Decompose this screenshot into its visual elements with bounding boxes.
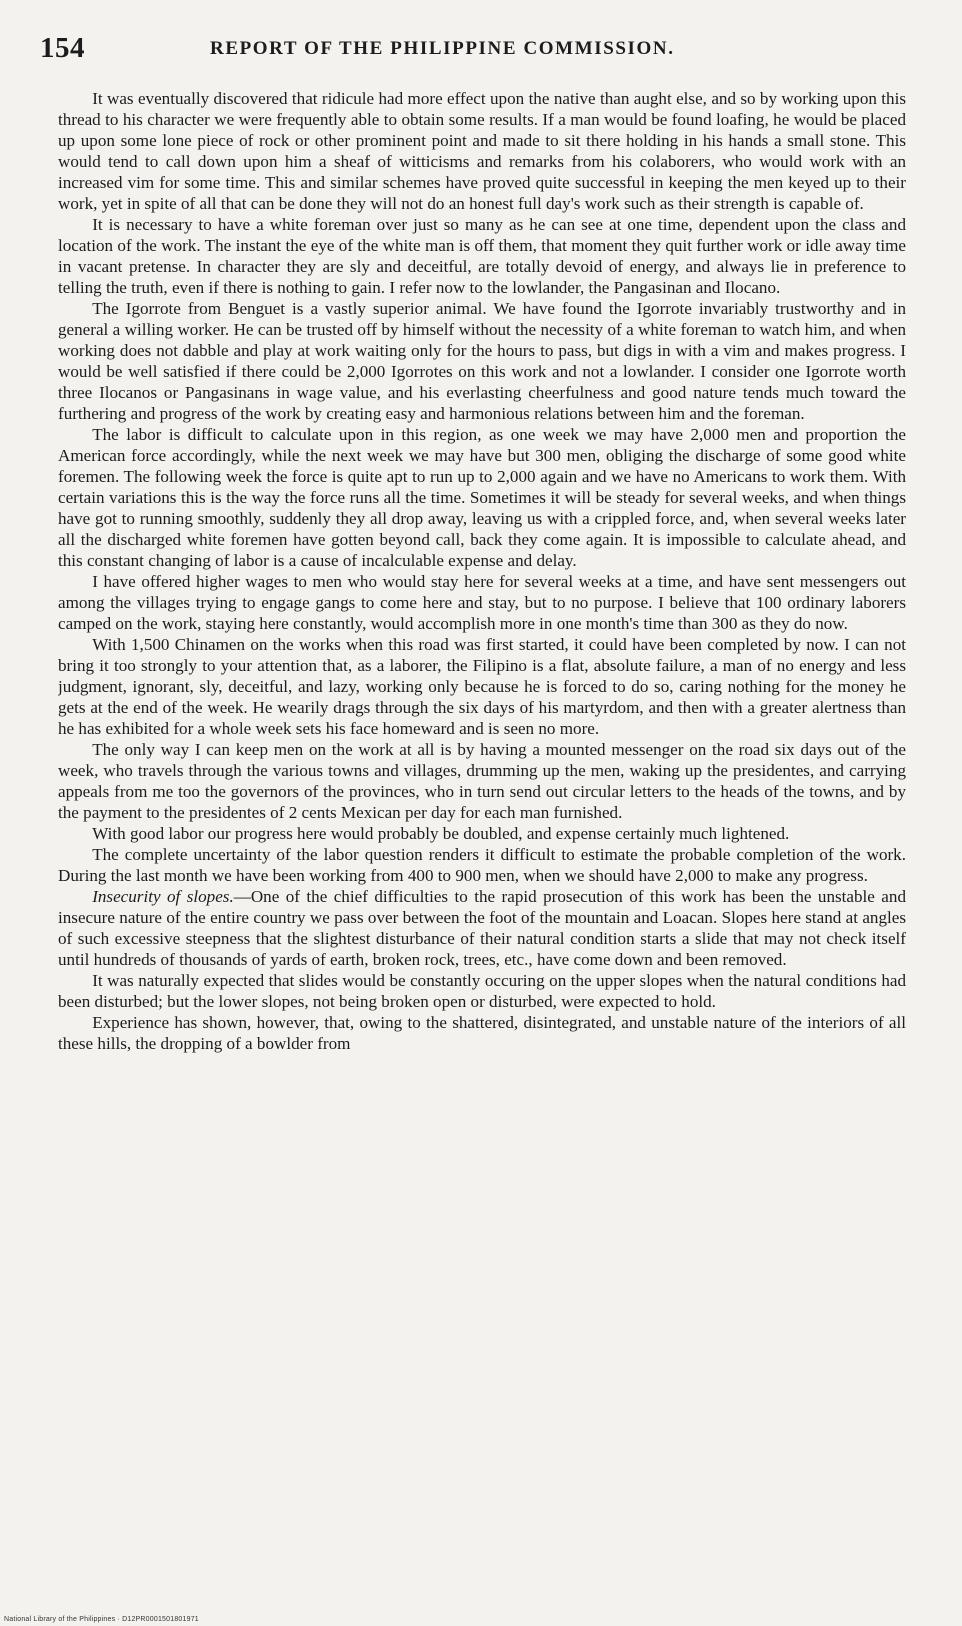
scan-credit: National Library of the Philippines · D12PR0001501801971 [4, 1616, 199, 1623]
paragraph-insecurity-of-slopes: Insecurity of slopes.—One of the chief difficulties to the rapid prosecution of this work has been the unstable and insecure nature of the entire country we pass over between the foot of the mountain and Loacan. Slopes here stand at angles of such excessive steepness that the slightest disturbance of their natural condition starts a slide that may not check itself until hundreds of thousands of yards of earth, broken rock, trees, etc., have come down and been removed. [58, 887, 906, 969]
paragraph-uncertainty: The complete uncertainty of the labor question renders it difficult to estimate the probable completion of the work. During the last month we have been working from 400 to 900 men, when we should have 2,000 to make any progress. [58, 845, 906, 885]
paragraph-labor-difficulty: The labor is difficult to calculate upon in this region, as one week we may have 2,000 men and proportion the American force accordingly, while the next week we may have but 300 men, obliging the discharge of some good white foremen. The following week the force is quite apt to run up to 2,000 again and we have no Americans to work them. With certain variations this is the way the force runs all the time. Sometimes it will be steady for several weeks, and when things have got to running smoothly, suddenly they all drop away, leaving us with a crippled force, and, when several weeks later all the discharged white foremen have gotten beyond call, back they come again. It is impossible to calculate ahead, and this constant changing of labor is a cause of incalculable expense and delay. [58, 425, 906, 570]
paragraph-experience: Experience has shown, however, that, owing to the shattered, disintegrated, and unstable nature of the interiors of all these hills, the dropping of a bowlder from [58, 1013, 906, 1053]
running-head: REPORT OF THE PHILIPPINE COMMISSION. [210, 38, 675, 59]
section-subhead: Insecurity of slopes. [92, 887, 234, 906]
paragraph-igorrote: The Igorrote from Benguet is a vastly superior animal. We have found the Igorrote invariably trustworthy and in general a willing worker. He can be trusted off by himself without the necessity of a white foreman to watch him, and when working does not dabble and play at work waiting only for the hours to pass, but digs in with a vim and makes progress. I would be well satisfied if there could be 2,000 Igorrotes on this work and not a lowlander. I consider one Igorrote worth three Ilocanos or Pangasinans in wage value, and his everlasting cheerfulness and good nature tends much toward the furthering and progress of the work by creating easy and harmonious relations between him and the foreman. [58, 299, 906, 423]
page-header [40, 32, 910, 68]
paragraph-good-labor: With good labor our progress here would probably be doubled, and expense certainly much lightened. [92, 824, 790, 843]
page-number: 154 [40, 32, 85, 64]
paragraph-mounted-messenger: The only way I can keep men on the work at all is by having a mounted messenger on the road six days out of the week, who travels through the various towns and villages, drumming up the men, waking up the presidentes, and carrying appeals from me too the governors of the provinces, who in turn send out circular letters to the heads of the towns, and by the payment to the presidentes of 2 cents Mexican per day for each man furnished. [58, 740, 906, 822]
paragraph-ridicule: It was eventually discovered that ridicule had more effect upon the native than aught else, and so by working upon this thread to his character we were frequently able to obtain some results. If a man would be found loafing, he would be placed up upon some lone piece of rock or other prominent point and made to sit there holding in his hands a small stone. This would tend to call down upon him a sheaf of witticisms and remarks from his colaborers, who would work with an increased vim for some time. This and similar schemes have proved quite successful in keeping the men keyed up to their work, yet in spite of all that can be done they will not do an honest full day's work such as their strength is capable of. [58, 89, 906, 213]
paragraph-higher-wages: I have offered higher wages to men who would stay here for several weeks at a time, and have sent messengers out among the villages trying to engage gangs to come here and stay, but to no purpose. I believe that 100 ordinary laborers camped on the work, staying here constantly, would accomplish more in one month's time than 300 as they do now. [58, 572, 906, 633]
paragraph-white-foreman: It is necessary to have a white foreman over just so many as he can see at one time, dependent upon the class and location of the work. The instant the eye of the white man is off them, that moment they quit further work or idle away time in vacant pretense. In character they are sly and deceitful, are totally devoid of energy, and always lie in preference to telling the truth, even if there is nothing to gain. I refer now to the lowlander, the Pangasinan and Ilocano. [58, 215, 906, 297]
paragraph-chinamen: With 1,500 Chinamen on the works when this road was first started, it could have been completed by now. I can not bring it too strongly to your attention that, as a laborer, the Filipino is a flat, absolute failure, a man of no energy and less judgment, ignorant, sly, deceitful, and lazy, working only because he is forced to do so, caring nothing for the money he gets at the end of the week. He wearily drags through the six days of his martyrdom, and then with a greater alertness than he has exhibited for a whole week sets his face homeward and is seen no more. [58, 635, 906, 738]
body-text [58, 88, 906, 1548]
paragraph-slides-expected: It was naturally expected that slides would be constantly occuring on the upper slopes when the natural conditions had been disturbed; but the lower slopes, not being broken open or disturbed, were expected to hold. [58, 971, 906, 1011]
